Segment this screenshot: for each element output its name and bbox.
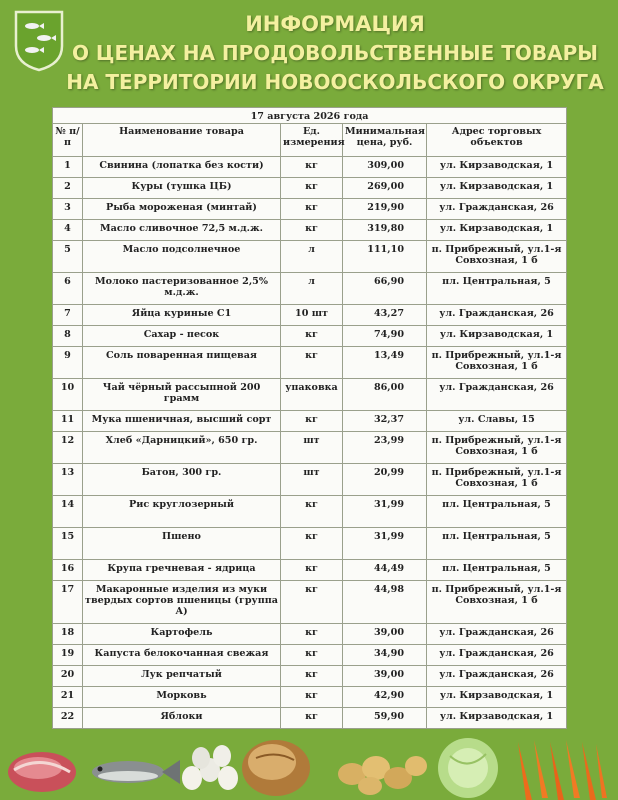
table-row [53,464,567,496]
store-address: п. Прибрежный, ул.1-я Совхозная, 1 б [427,347,567,379]
title-line-1: ИНФОРМАЦИЯ [245,12,425,36]
table-row [53,241,567,273]
table-row [53,199,567,220]
cabbage-icon [438,738,498,798]
store-address: ул. Гражданская, 26 [427,624,567,645]
product-name: Макаронные изделия из муки твердых сортов пшеницы (группа А) [83,581,281,624]
product-name: Яблоки [83,708,281,729]
row-number: 8 [53,326,83,347]
store-address: ул. Славы, 15 [427,411,567,432]
bread-icon [242,740,310,796]
product-name: Батон, 300 гр. [83,464,281,496]
table-row [53,432,567,464]
unit-of-measure: кг [281,666,343,687]
product-name: Свинина (лопатка без кости) [83,157,281,178]
unit-of-measure: упаковка [281,379,343,411]
store-address: ул. Гражданская, 26 [427,199,567,220]
page-title [60,10,610,97]
unit-of-measure: кг [281,528,343,560]
store-address: п. Прибрежный, ул.1-я Совхозная, 1 б [427,464,567,496]
table-row [53,666,567,687]
min-price: 319,80 [343,220,427,241]
store-address: пл. Центральная, 5 [427,496,567,528]
min-price: 111,10 [343,241,427,273]
unit-of-measure: кг [281,708,343,729]
table-row [53,687,567,708]
table-row [53,411,567,432]
min-price: 39,00 [343,666,427,687]
row-number: 16 [53,560,83,581]
product-name: Хлеб «Дарницкий», 650 гр. [83,432,281,464]
min-price: 74,90 [343,326,427,347]
table-row [53,496,567,528]
store-address: ул. Кирзаводская, 1 [427,220,567,241]
product-name: Куры (тушка ЦБ) [83,178,281,199]
min-price: 39,00 [343,624,427,645]
min-price: 66,90 [343,273,427,305]
price-table [52,107,566,729]
fish-icon [92,760,180,784]
table-row [53,220,567,241]
store-address: пл. Центральная, 5 [427,560,567,581]
product-name: Пшено [83,528,281,560]
table-row [53,326,567,347]
row-number: 1 [53,157,83,178]
product-name: Рис круглозерный [83,496,281,528]
store-address: ул. Кирзаводская, 1 [427,708,567,729]
table-row [53,379,567,411]
unit-of-measure: шт [281,432,343,464]
min-price: 34,90 [343,645,427,666]
min-price: 44,98 [343,581,427,624]
store-address: п. Прибрежный, ул.1-я Совхозная, 1 б [427,581,567,624]
unit-of-measure: кг [281,326,343,347]
row-number: 5 [53,241,83,273]
row-number: 18 [53,624,83,645]
table-row [53,178,567,199]
row-number: 17 [53,581,83,624]
unit-of-measure: кг [281,220,343,241]
unit-of-measure: кг [281,560,343,581]
row-number: 19 [53,645,83,666]
row-number: 14 [53,496,83,528]
product-name: Чай чёрный рассыпной 200 грамм [83,379,281,411]
table-row [53,305,567,326]
unit-of-measure: кг [281,347,343,379]
row-number: 22 [53,708,83,729]
product-name: Молоко пастеризованное 2,5% м.д.ж. [83,273,281,305]
row-number: 9 [53,347,83,379]
unit-of-measure: кг [281,645,343,666]
min-price: 59,90 [343,708,427,729]
unit-of-measure: кг [281,178,343,199]
food-images-strip [0,732,618,800]
table-row [53,645,567,666]
table-row [53,528,567,560]
min-price: 32,37 [343,411,427,432]
coat-of-arms-icon [12,8,66,72]
meat-icon [8,752,76,792]
store-address: ул. Гражданская, 26 [427,666,567,687]
unit-of-measure: кг [281,687,343,708]
product-name: Лук репчатый [83,666,281,687]
table-date: 17 августа 2026 года [53,108,567,124]
title-line-3: НА ТЕРРИТОРИИ НОВООСКОЛЬСКОГО ОКРУГА [66,70,604,94]
table-row [53,624,567,645]
store-address: п. Прибрежный, ул.1-я Совхозная, 1 б [427,241,567,273]
product-name: Масло подсолнечное [83,241,281,273]
min-price: 43,27 [343,305,427,326]
min-price: 42,90 [343,687,427,708]
min-price: 31,99 [343,496,427,528]
row-number: 10 [53,379,83,411]
row-number: 13 [53,464,83,496]
column-header-address: Адрес торговых объектов [427,124,567,157]
product-name: Яйца куриные С1 [83,305,281,326]
product-name: Мука пшеничная, высший сорт [83,411,281,432]
row-number: 12 [53,432,83,464]
product-name: Соль поваренная пищевая [83,347,281,379]
unit-of-measure: кг [281,411,343,432]
product-name: Рыба мороженая (минтай) [83,199,281,220]
row-number: 4 [53,220,83,241]
min-price: 20,99 [343,464,427,496]
store-address: пл. Центральная, 5 [427,528,567,560]
row-number: 3 [53,199,83,220]
title-line-2: О ЦЕНАХ НА ПРОДОВОЛЬСТВЕННЫЕ ТОВАРЫ [71,41,599,65]
product-name: Сахар - песок [83,326,281,347]
table-row [53,273,567,305]
min-price: 13,49 [343,347,427,379]
store-address: ул. Кирзаводская, 1 [427,157,567,178]
product-name: Капуста белокочанная свежая [83,645,281,666]
store-address: ул. Кирзаводская, 1 [427,326,567,347]
column-header-number: № п/п [53,124,83,157]
eggs-icon [182,745,238,790]
unit-of-measure: шт [281,464,343,496]
column-header-unit: Ед. измерения [281,124,343,157]
unit-of-measure: кг [281,624,343,645]
unit-of-measure: кг [281,199,343,220]
product-name: Морковь [83,687,281,708]
min-price: 31,99 [343,528,427,560]
unit-of-measure: л [281,241,343,273]
potatoes-icon [338,756,427,795]
table-row [53,708,567,729]
table-row [53,157,567,178]
unit-of-measure: кг [281,157,343,178]
store-address: ул. Кирзаводская, 1 [427,178,567,199]
row-number: 7 [53,305,83,326]
min-price: 269,00 [343,178,427,199]
min-price: 23,99 [343,432,427,464]
min-price: 86,00 [343,379,427,411]
min-price: 44,49 [343,560,427,581]
product-name: Картофель [83,624,281,645]
row-number: 11 [53,411,83,432]
table-row [53,347,567,379]
column-header-price: Минимальная цена, руб. [343,124,427,157]
store-address: ул. Кирзаводская, 1 [427,687,567,708]
store-address: ул. Гражданская, 26 [427,305,567,326]
unit-of-measure: кг [281,496,343,528]
table-row [53,560,567,581]
column-header-name: Наименование товара [83,124,281,157]
unit-of-measure: кг [281,581,343,624]
row-number: 21 [53,687,83,708]
product-name: Крупа гречневая - ядрица [83,560,281,581]
unit-of-measure: 10 шт [281,305,343,326]
row-number: 6 [53,273,83,305]
store-address: пл. Центральная, 5 [427,273,567,305]
table-row [53,581,567,624]
unit-of-measure: л [281,273,343,305]
row-number: 20 [53,666,83,687]
row-number: 2 [53,178,83,199]
row-number: 15 [53,528,83,560]
store-address: п. Прибрежный, ул.1-я Совхозная, 1 б [427,432,567,464]
min-price: 219,90 [343,199,427,220]
min-price: 309,00 [343,157,427,178]
store-address: ул. Гражданская, 26 [427,379,567,411]
product-name: Масло сливочное 72,5 м.д.ж. [83,220,281,241]
store-address: ул. Гражданская, 26 [427,645,567,666]
carrots-icon [518,740,607,800]
